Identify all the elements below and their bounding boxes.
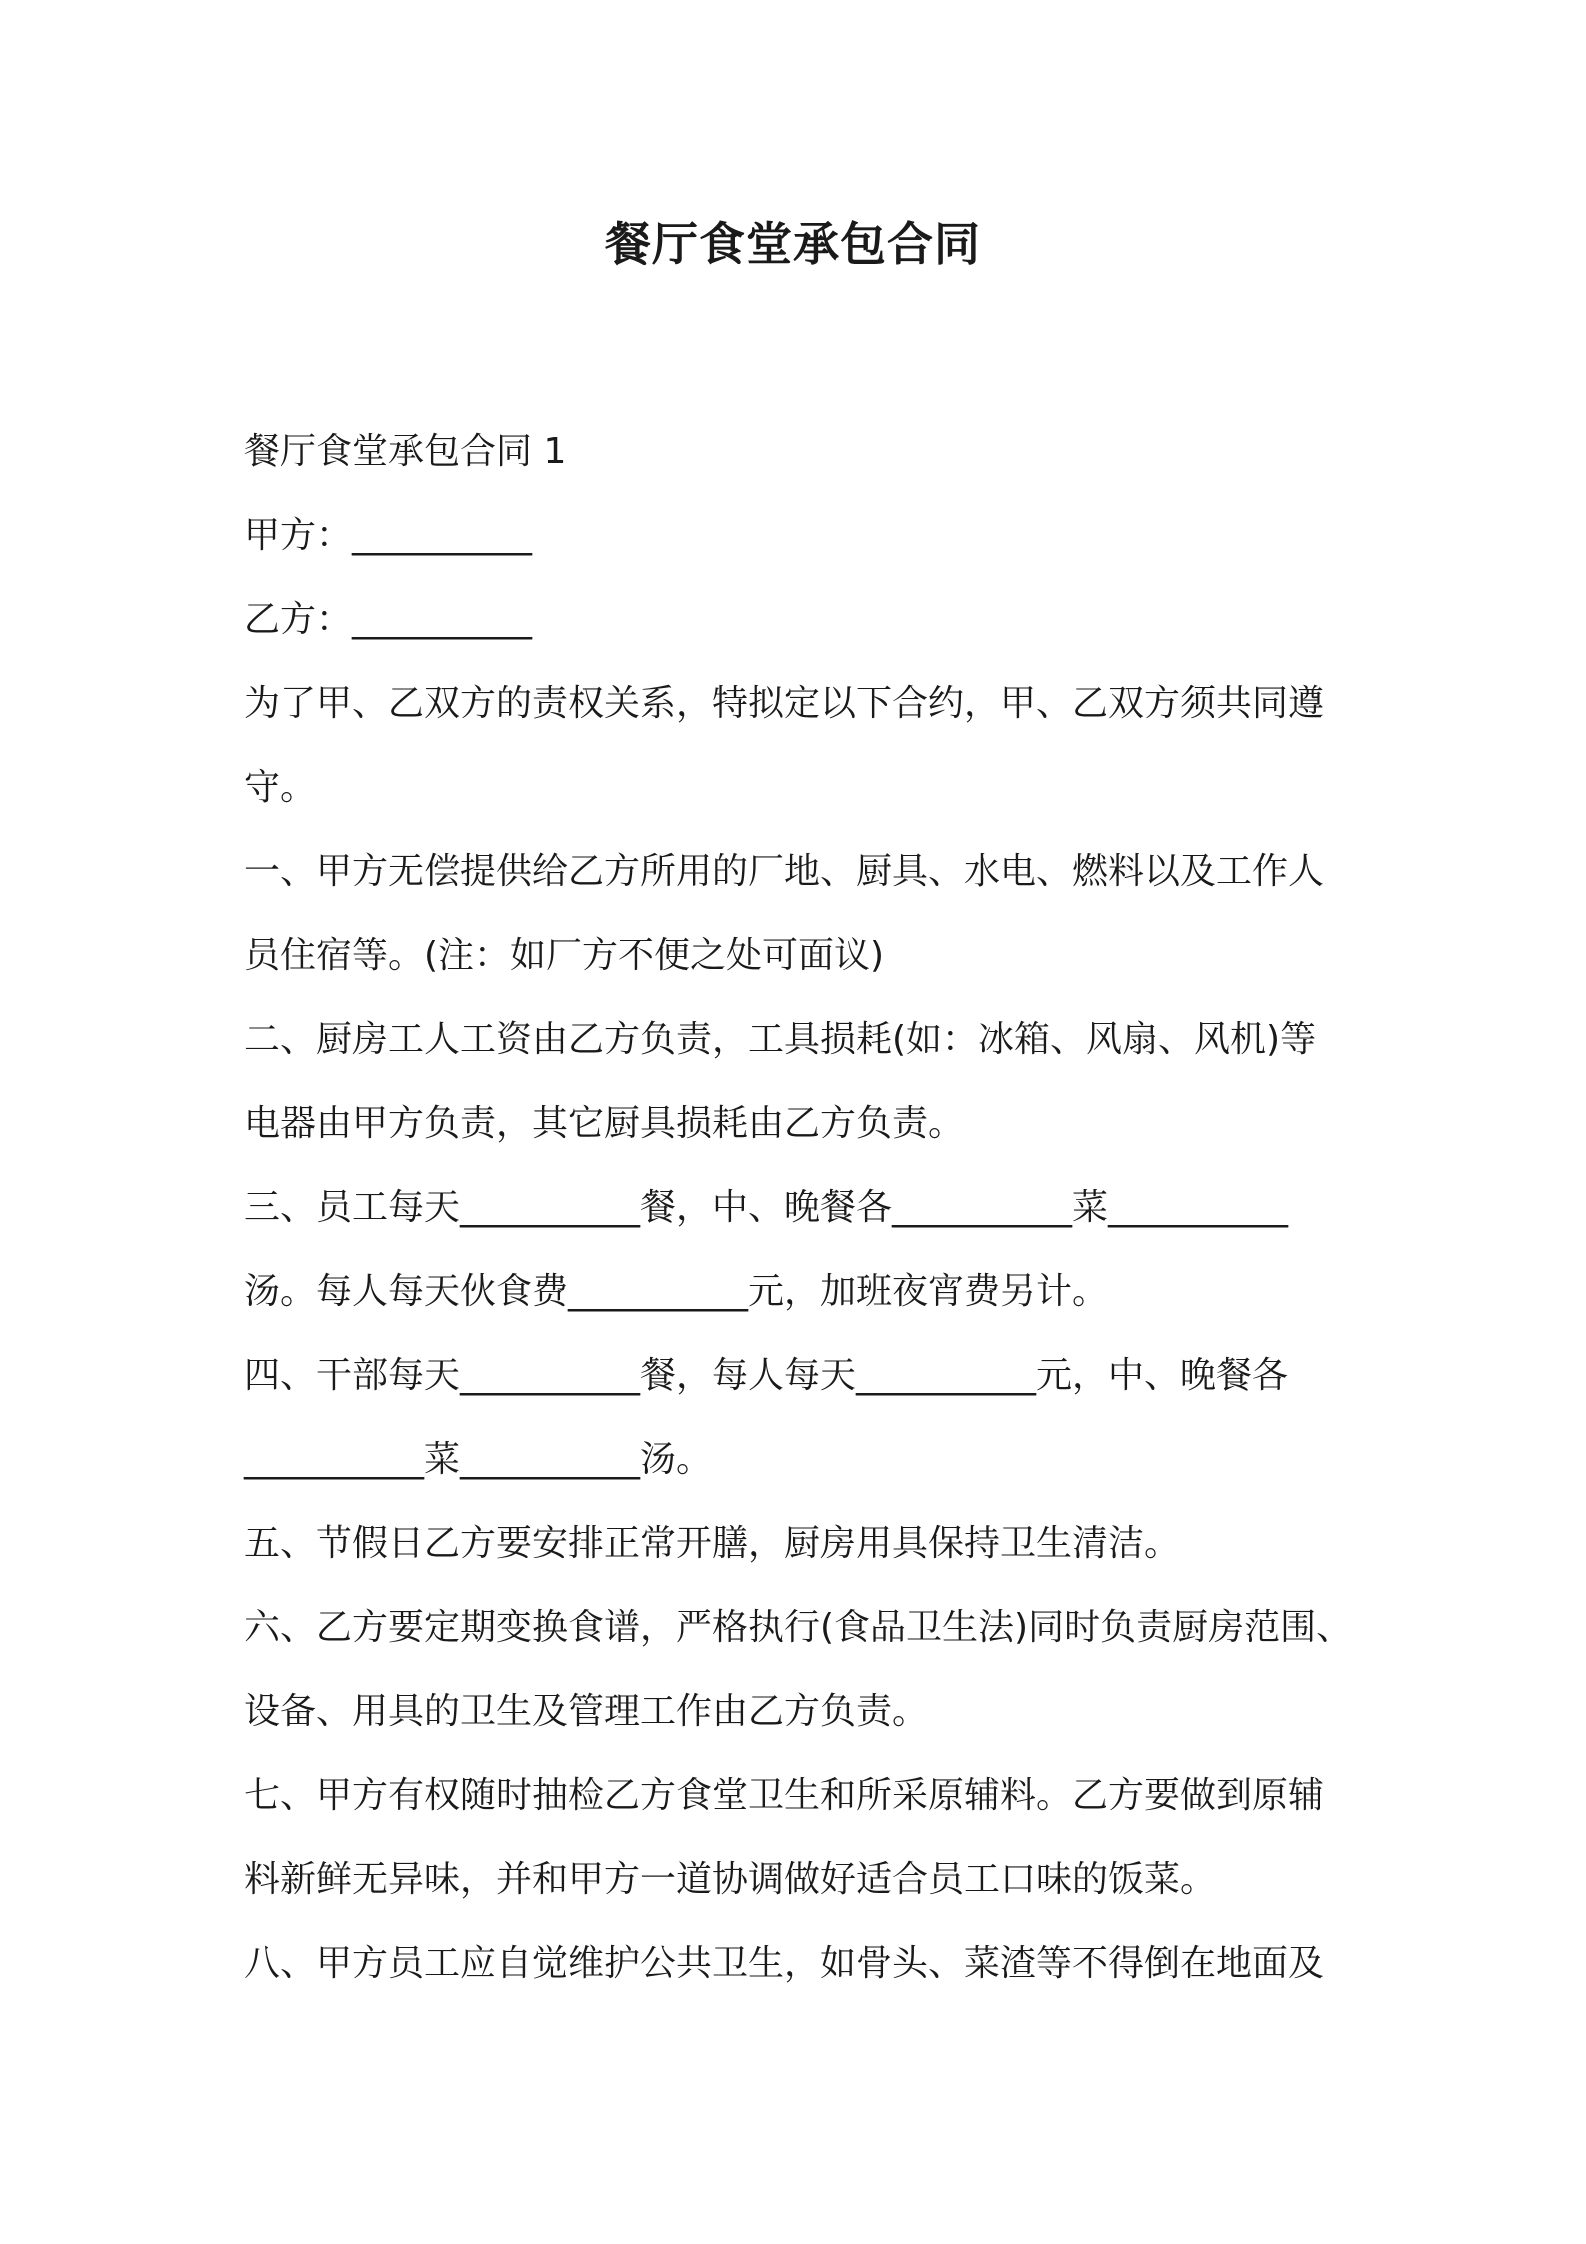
clause-7-line-2: 料新鲜无异味，并和甲方一道协调做好适合员工口味的饭菜。	[244, 1859, 1217, 1900]
clause-1-line-1: 一、甲方无偿提供给乙方所用的厂地、厨具、水电、燃料以及工作人	[244, 851, 1325, 892]
clause-3-line-2: 汤。每人每天伙食费__________元，加班夜宵费另计。	[244, 1271, 1109, 1312]
preamble-line-1: 为了甲、乙双方的责权关系，特拟定以下合约，甲、乙双方须共同遵	[244, 683, 1325, 724]
clause-8-line-1: 八、甲方员工应自觉维护公共卫生，如骨头、菜渣等不得倒在地面及	[244, 1943, 1325, 1984]
preamble-line-2: 守。	[244, 767, 317, 808]
clause-6-line-2: 设备、用具的卫生及管理工作由乙方负责。	[244, 1691, 929, 1732]
clause-4-line-1: 四、干部每天__________餐，每人每天__________元，中、晚餐各	[244, 1355, 1289, 1396]
clause-1-line-2: 员住宿等。(注：如厂方不便之处可面议)	[244, 935, 885, 976]
clause-3-line-1: 三、员工每天__________餐，中、晚餐各__________菜__________	[244, 1187, 1289, 1228]
clause-5-line-1: 五、节假日乙方要安排正常开膳，厨房用具保持卫生清洁。	[244, 1523, 1181, 1564]
clause-2-line-2: 电器由甲方负责，其它厨具损耗由乙方负责。	[244, 1103, 965, 1144]
document-body	[244, 410, 1364, 2006]
clause-7-line-1: 七、甲方有权随时抽检乙方食堂卫生和所采原辅料。乙方要做到原辅	[244, 1775, 1325, 1816]
party-a-line: 甲方：__________	[244, 515, 533, 556]
clause-6-line-1: 六、乙方要定期变换食谱，严格执行(食品卫生法)同时负责厨房范围、	[244, 1607, 1353, 1648]
clause-4-line-2: __________菜__________汤。	[244, 1439, 713, 1480]
party-b-line: 乙方：__________	[244, 599, 533, 640]
section-heading: 餐厅食堂承包合同 1	[244, 431, 567, 472]
clause-2-line-1: 二、厨房工人工资由乙方负责，工具损耗(如：冰箱、风扇、风机)等	[244, 1019, 1317, 1060]
document-title: 餐厅食堂承包合同	[605, 217, 981, 271]
